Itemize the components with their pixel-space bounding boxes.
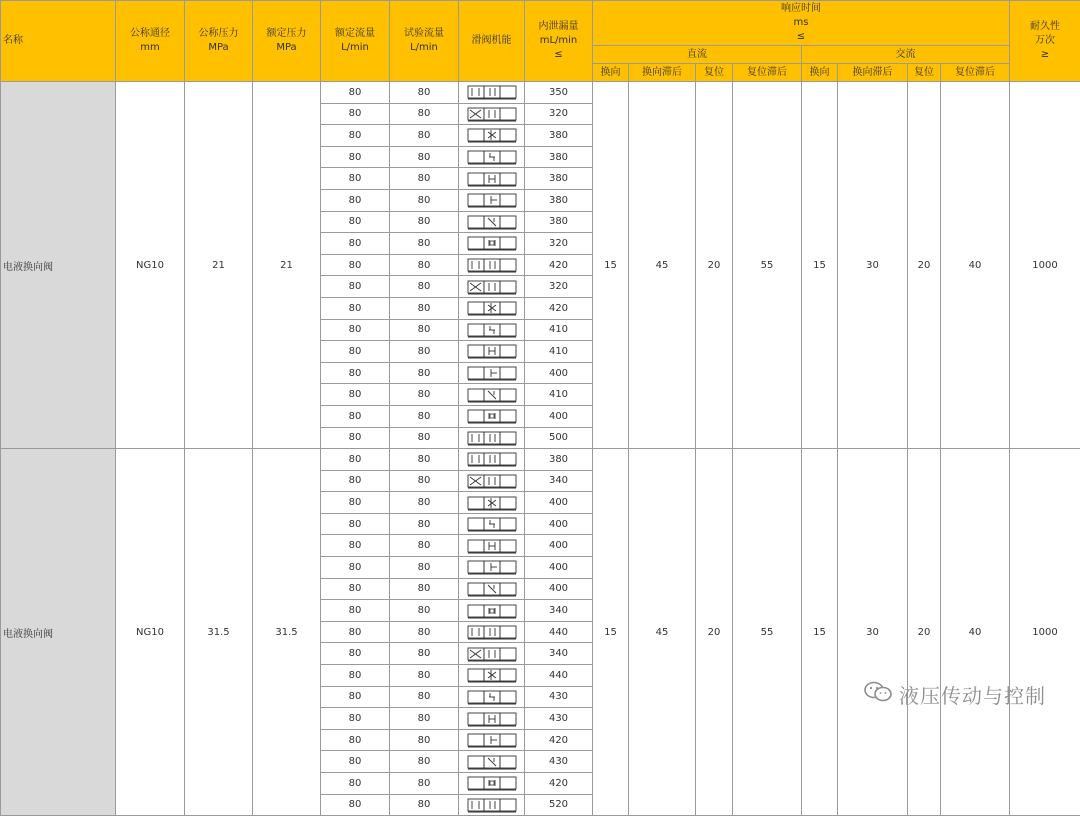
leakage: 400: [525, 578, 593, 600]
spool-symbol-icon: [459, 621, 525, 643]
spool-symbol-icon: [459, 557, 525, 579]
dc-switch-lag: 45: [629, 449, 696, 816]
leakage: 420: [525, 729, 593, 751]
rated-flow: 80: [321, 189, 390, 211]
rated-flow: 80: [321, 578, 390, 600]
rated-flow: 80: [321, 686, 390, 708]
rated-flow: 80: [321, 319, 390, 341]
header-dc-switch-lag: 换向滞后: [629, 64, 696, 82]
test-flow: 80: [390, 643, 459, 665]
rated-flow: 80: [321, 384, 390, 406]
test-flow: 80: [390, 600, 459, 622]
spool-symbol-icon: [459, 643, 525, 665]
rated-flow: 80: [321, 427, 390, 449]
test-flow: 80: [390, 168, 459, 190]
rated-flow: 80: [321, 233, 390, 255]
header-dc-switch: 换向: [593, 64, 629, 82]
leakage: 500: [525, 427, 593, 449]
leakage: 340: [525, 643, 593, 665]
test-flow: 80: [390, 751, 459, 773]
leakage: 350: [525, 82, 593, 104]
leakage: 420: [525, 254, 593, 276]
header-ac-switch: 换向: [802, 64, 838, 82]
spool-symbol-icon: [459, 665, 525, 687]
valve-name: 电液换向阀: [1, 82, 116, 449]
rated-pressure: 31.5: [253, 449, 321, 816]
spool-symbol-icon: [459, 535, 525, 557]
dc-switch-lag: 45: [629, 82, 696, 449]
rated-flow: 80: [321, 470, 390, 492]
header-dc-reset-lag: 复位滞后: [733, 64, 802, 82]
rated-flow: 80: [321, 751, 390, 773]
rated-flow: 80: [321, 168, 390, 190]
header-ac-switch-lag: 换向滞后: [838, 64, 908, 82]
spool-symbol-icon: [459, 405, 525, 427]
test-flow: 80: [390, 405, 459, 427]
dc-reset: 20: [696, 449, 733, 816]
header-dc-reset: 复位: [696, 64, 733, 82]
rated-flow: 80: [321, 557, 390, 579]
header-rated-flow: 额定流量 L/min: [321, 1, 390, 82]
ac-switch-lag: 30: [838, 449, 908, 816]
spool-symbol-icon: [459, 686, 525, 708]
header-test-flow: 试验流量 L/min: [390, 1, 459, 82]
test-flow: 80: [390, 427, 459, 449]
leakage: 380: [525, 211, 593, 233]
leakage: 410: [525, 341, 593, 363]
rated-flow: 80: [321, 405, 390, 427]
durability: 1000: [1010, 449, 1080, 816]
header-name: 名称: [1, 1, 116, 82]
rated-flow: 80: [321, 794, 390, 816]
table-row: [1, 82, 1080, 104]
spool-symbol-icon: [459, 103, 525, 125]
rated-flow: 80: [321, 341, 390, 363]
ac-switch-lag: 30: [838, 82, 908, 449]
leakage: 400: [525, 492, 593, 514]
table-row: [1, 449, 1080, 471]
rated-flow: 80: [321, 276, 390, 298]
rated-flow: 80: [321, 708, 390, 730]
rated-flow: 80: [321, 535, 390, 557]
rated-flow: 80: [321, 513, 390, 535]
wechat-icon: [863, 680, 893, 709]
rated-pressure: 21: [253, 82, 321, 449]
leakage: 410: [525, 384, 593, 406]
test-flow: 80: [390, 103, 459, 125]
leakage: 340: [525, 600, 593, 622]
spool-symbol-icon: [459, 297, 525, 319]
spool-symbol-icon: [459, 578, 525, 600]
rated-flow: 80: [321, 621, 390, 643]
spool-symbol-icon: [459, 146, 525, 168]
spool-symbol-icon: [459, 276, 525, 298]
rated-flow: 80: [321, 211, 390, 233]
test-flow: 80: [390, 578, 459, 600]
test-flow: 80: [390, 535, 459, 557]
header-ac: 交流: [802, 46, 1010, 64]
leakage: 400: [525, 557, 593, 579]
spool-symbol-icon: [459, 362, 525, 384]
spool-symbol-icon: [459, 449, 525, 471]
ac-reset: 20: [908, 449, 941, 816]
test-flow: 80: [390, 708, 459, 730]
header-durability: 耐久性 万次 ≥: [1010, 1, 1080, 82]
watermark: [863, 680, 1046, 709]
test-flow: 80: [390, 513, 459, 535]
test-flow: 80: [390, 794, 459, 816]
leakage: 430: [525, 708, 593, 730]
leakage: 430: [525, 751, 593, 773]
leakage: 400: [525, 362, 593, 384]
test-flow: 80: [390, 276, 459, 298]
durability: 1000: [1010, 82, 1080, 449]
nominal-diameter: NG10: [116, 82, 185, 449]
test-flow: 80: [390, 384, 459, 406]
rated-flow: 80: [321, 449, 390, 471]
header-spool-function: 滑阀机能: [459, 1, 525, 82]
nominal-pressure: 21: [185, 82, 253, 449]
spool-symbol-icon: [459, 708, 525, 730]
spool-symbol-icon: [459, 82, 525, 104]
leakage: 400: [525, 535, 593, 557]
leakage: 520: [525, 794, 593, 816]
header-rated-pressure: 额定压力 MPa: [253, 1, 321, 82]
test-flow: 80: [390, 449, 459, 471]
spool-symbol-icon: [459, 233, 525, 255]
header-nominal-pressure: 公称压力 MPa: [185, 1, 253, 82]
leakage: 320: [525, 103, 593, 125]
nominal-diameter: NG10: [116, 449, 185, 816]
leakage: 400: [525, 513, 593, 535]
leakage: 340: [525, 470, 593, 492]
leakage: 380: [525, 125, 593, 147]
rated-flow: 80: [321, 146, 390, 168]
test-flow: 80: [390, 211, 459, 233]
dc-reset-lag: 55: [733, 449, 802, 816]
spool-symbol-icon: [459, 492, 525, 514]
spool-symbol-icon: [459, 729, 525, 751]
leakage: 320: [525, 233, 593, 255]
leakage: 320: [525, 276, 593, 298]
watermark-text: 液压传动与控制: [899, 680, 1046, 709]
test-flow: 80: [390, 82, 459, 104]
spool-symbol-icon: [459, 600, 525, 622]
spool-symbol-icon: [459, 513, 525, 535]
dc-switch: 15: [593, 82, 629, 449]
leakage: 440: [525, 621, 593, 643]
ac-reset: 20: [908, 82, 941, 449]
test-flow: 80: [390, 319, 459, 341]
test-flow: 80: [390, 189, 459, 211]
header-leakage: 内泄漏量 mL/min ≤: [525, 1, 593, 82]
leakage: 420: [525, 297, 593, 319]
dc-reset-lag: 55: [733, 82, 802, 449]
test-flow: 80: [390, 341, 459, 363]
ac-reset-lag: 40: [941, 82, 1010, 449]
rated-flow: 80: [321, 254, 390, 276]
rated-flow: 80: [321, 492, 390, 514]
spool-symbol-icon: [459, 384, 525, 406]
leakage: 430: [525, 686, 593, 708]
spool-symbol-icon: [459, 254, 525, 276]
spool-symbol-icon: [459, 341, 525, 363]
spool-symbol-icon: [459, 773, 525, 795]
nominal-pressure: 31.5: [185, 449, 253, 816]
rated-flow: 80: [321, 125, 390, 147]
ac-switch: 15: [802, 82, 838, 449]
test-flow: 80: [390, 146, 459, 168]
ac-reset-lag: 40: [941, 449, 1010, 816]
leakage: 380: [525, 449, 593, 471]
test-flow: 80: [390, 254, 459, 276]
header-response-time: 响应时间 ms ≤: [593, 1, 1010, 46]
rated-flow: 80: [321, 362, 390, 384]
dc-reset: 20: [696, 82, 733, 449]
test-flow: 80: [390, 233, 459, 255]
spool-symbol-icon: [459, 319, 525, 341]
spool-symbol-icon: [459, 427, 525, 449]
ac-switch: 15: [802, 449, 838, 816]
test-flow: 80: [390, 686, 459, 708]
leakage: 380: [525, 146, 593, 168]
rated-flow: 80: [321, 665, 390, 687]
test-flow: 80: [390, 470, 459, 492]
spool-symbol-icon: [459, 794, 525, 816]
test-flow: 80: [390, 297, 459, 319]
header-dc: 直流: [593, 46, 802, 64]
rated-flow: 80: [321, 773, 390, 795]
test-flow: 80: [390, 729, 459, 751]
test-flow: 80: [390, 665, 459, 687]
test-flow: 80: [390, 125, 459, 147]
leakage: 400: [525, 405, 593, 427]
spool-symbol-icon: [459, 751, 525, 773]
dc-switch: 15: [593, 449, 629, 816]
rated-flow: 80: [321, 729, 390, 751]
spool-symbol-icon: [459, 189, 525, 211]
test-flow: 80: [390, 621, 459, 643]
test-flow: 80: [390, 362, 459, 384]
header-nominal-diameter: 公称通径 mm: [116, 1, 185, 82]
rated-flow: 80: [321, 82, 390, 104]
leakage: 440: [525, 665, 593, 687]
leakage: 380: [525, 189, 593, 211]
valve-name: 电液换向阀: [1, 449, 116, 816]
spool-symbol-icon: [459, 470, 525, 492]
spool-symbol-icon: [459, 125, 525, 147]
test-flow: 80: [390, 773, 459, 795]
leakage: 410: [525, 319, 593, 341]
rated-flow: 80: [321, 103, 390, 125]
header-ac-reset: 复位: [908, 64, 941, 82]
rated-flow: 80: [321, 643, 390, 665]
spool-symbol-icon: [459, 211, 525, 233]
leakage: 420: [525, 773, 593, 795]
rated-flow: 80: [321, 297, 390, 319]
test-flow: 80: [390, 492, 459, 514]
header-ac-reset-lag: 复位滞后: [941, 64, 1010, 82]
rated-flow: 80: [321, 600, 390, 622]
leakage: 380: [525, 168, 593, 190]
spool-symbol-icon: [459, 168, 525, 190]
test-flow: 80: [390, 557, 459, 579]
